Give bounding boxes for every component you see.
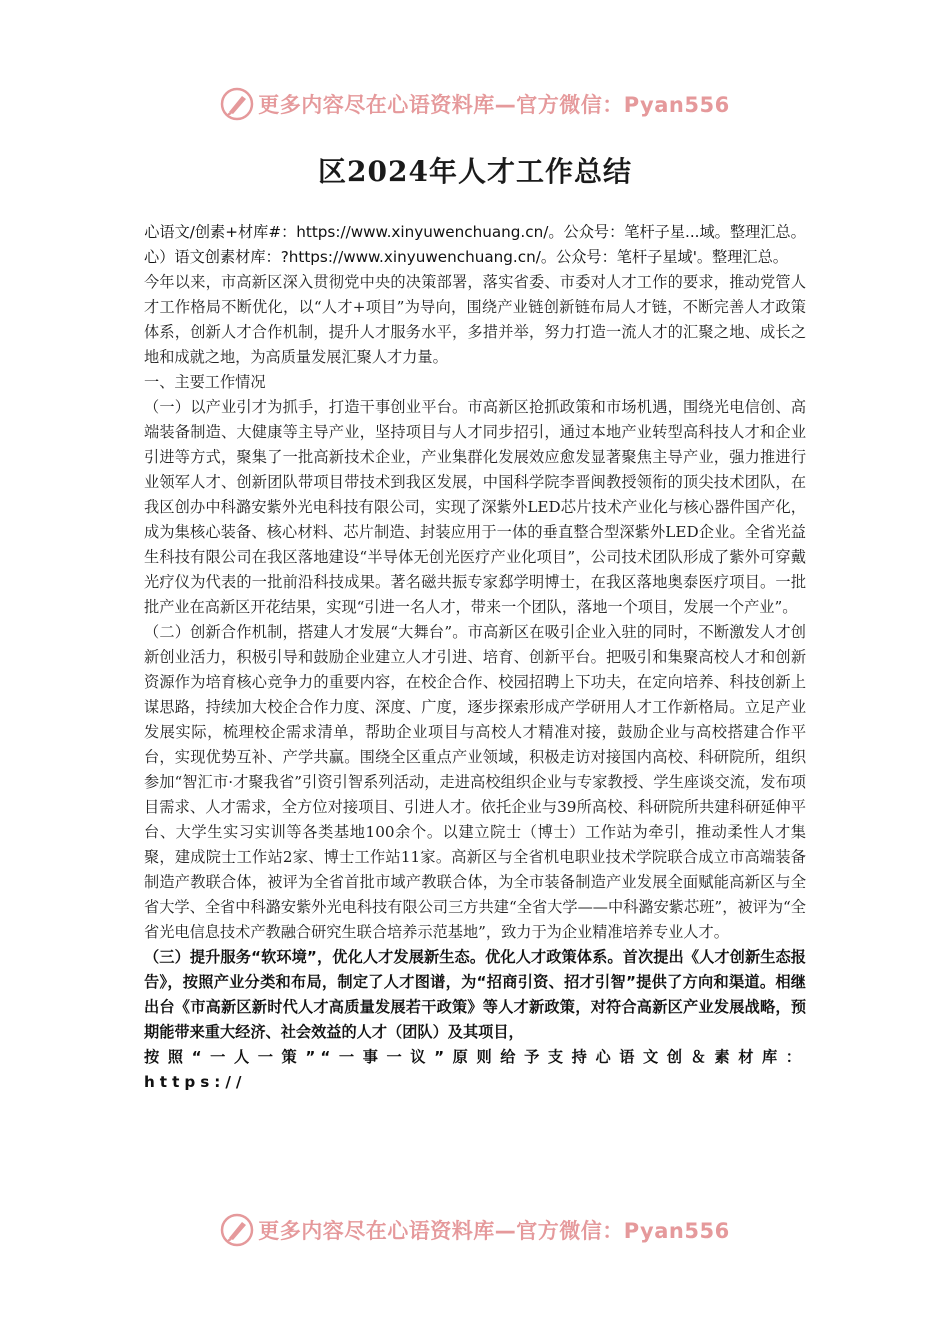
paragraph-2: （二）创新合作机制，搭建人才发展“大舞台”。市高新区在吸引企业入驻的同时，不断激发人才创新创业活力，积极引导和鼓励企业建立人才引进、培育、创新平台。把吸引和集聚高校人才和创新资源作为培育核心竞争力的重要内容，在校企合作、校园招聘上下功夫，在定向培养、科技创新上谋思路，持续加大校企合作力度、深度、广度，逐步探索形成产学研用人才工作新格局。立足产业发展实际，梳理校企需求清单，帮助企业项目与高校人才精准对接，鼓励企业与高校搭建合作平台，实现优势互补、产学共赢。围绕全区重点产业领域，积极走访对接国内高校、科研院所，组织参加“智汇市·才聚我省”引资引智系列活动，走进高校组织企业与专家教授、学生座谈交流，发布项目需求、人才需求，全方位对接项目、引进人才。依托企业与39所高校、科研院所共建科研延伸平台、大学生实习实训等各类基地100余个。以建立院士（博士）工作站为牵引，推动柔性人才集聚，建成院士工作站2家、博士工作站11家。高新区与全省机电职业技术学院联合成立市高端装备制造产教联合体，被评为全省首批市域产教联合体，为全市装备制造产业发展全面赋能高新区与全省大学、全省中科潞安紫外光电科技有限公司三方共建“全省大学——中科潞安紫芯班”，被评为“全省光电信息技术产教融合研究生联合培养示范基地”，致力于为企业精准培养专业人才。	[144, 623, 806, 941]
source-line-2: 心）语文创素材库：?https://www.xinyuwenchuang.cn/。公众号：笔杆子星域'。整理汇总。	[144, 248, 788, 266]
paragraph-3-last-line: 按照“一人一策”“一事一议”原则给予支持心语文创＆素材库：https://	[144, 1048, 806, 1091]
paragraph-3: （三）提升服务“软环境”，优化人才发展新生态。优化人才政策体系。首次提出《人才创新生态报告》，按照产业分类和布局，制定了人才图谱，为“招商引资、招才引智”提供了方向和渠道。相继出台《市高新区新时代人才高质量发展若干政策》等人才新政策，对符合高新区产业发展战略，预期能带来重大经济、社会效益的人才（团队）及其项目，	[144, 948, 806, 1041]
header-banner	[0, 84, 950, 124]
document-body	[144, 220, 806, 1095]
brush-logo-icon	[220, 1213, 254, 1247]
source-line-1: 心语文/创素+材库#：https://www.xinyuwenchuang.cn/。公众号：笔杆子星...域。整理汇总。	[144, 223, 806, 241]
footer-banner	[0, 1210, 950, 1250]
document-title: 区2024年人才工作总结	[318, 155, 632, 188]
brush-logo-icon	[220, 87, 254, 121]
paragraph-1: （一）以产业引才为抓手，打造干事创业平台。市高新区抢抓政策和市场机遇，围绕光电信创、高端装备制造、大健康等主导产业，坚持项目与人才同步招引，通过本地产业转型高科技人才和企业引进等方式，聚集了一批高新技术企业，产业集群化发展效应愈发显著聚焦主导产业，强力推进行业领军人才、创新团队带项目带技术到我区发展，中国科学院李晋闽教授领衔的顶尖技术团队，在我区创办中科潞安紫外光电科技有限公司，实现了深紫外LED芯片技术产业化与核心器件国产化，成为集核心装备、核心材料、芯片制造、封装应用于一体的垂直整合型深紫外LED企业。全省光益生科技有限公司在我区落地建设“半导体无创光医疗产业化项目”，公司技术团队形成了紫外可穿戴光疗仪为代表的一批前沿科技成果。著名磁共振专家郄学明博士，在我区落地奥泰医疗项目。一批批产业在高新区开花结果，实现“引进一名人才，带来一个团队，落地一个项目，发展一个产业”。	[144, 398, 806, 616]
header-banner-text: 更多内容尽在心语资料库—官方微信：Pyan556	[258, 93, 730, 117]
intro-paragraph: 今年以来，市高新区深入贯彻党中央的决策部署，落实省委、市委对人才工作的要求，推动党管人才工作格局不断优化，以“人才+项目”为导向，围绕产业链创新链布局人才链，不断完善人才政策体系，创新人才合作机制，提升人才服务水平，多措并举，努力打造一流人才的汇聚之地、成长之地和成就之地，为高质量发展汇聚人才力量。	[144, 273, 806, 366]
section-1-heading: 一、主要工作情况	[144, 373, 266, 391]
footer-banner-text: 更多内容尽在心语资料库—官方微信：Pyan556	[258, 1219, 730, 1243]
